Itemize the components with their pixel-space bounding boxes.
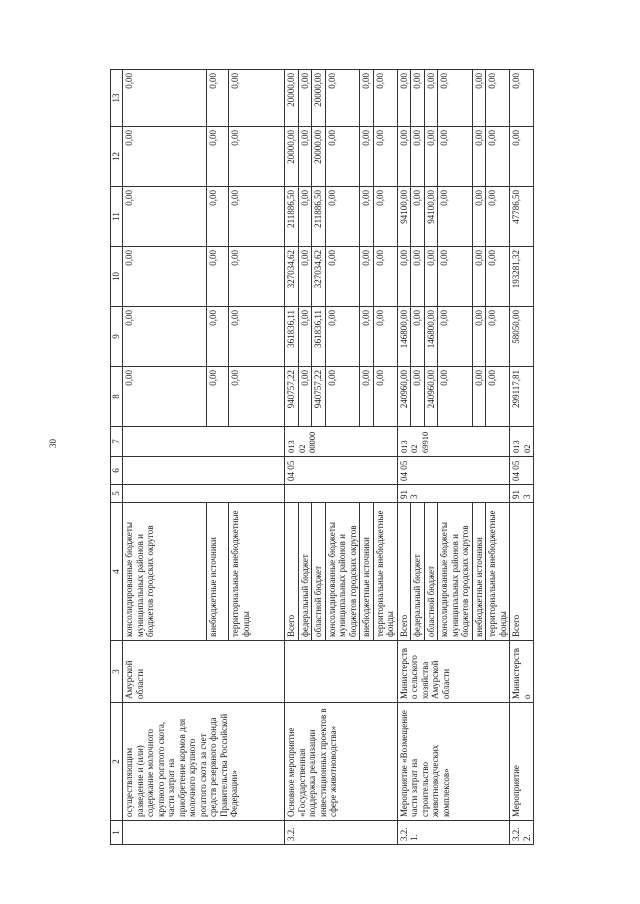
value-year: 0,00 (325, 187, 360, 247)
value-year: 0,00 (373, 187, 397, 247)
value-total: 0,00 (123, 367, 207, 427)
header-cell: 9 (111, 307, 123, 367)
header-cell: 3 (111, 641, 123, 703)
activity-name: Мероприятие «Возмещение части затрат на строительство животноводческих комплексов» (397, 703, 510, 821)
value-year: 0,00 (373, 70, 397, 127)
value-total: 0,00 (229, 367, 285, 427)
funding-source: территориальные внебюджетные фонды (229, 503, 285, 641)
value-year: 0,00 (373, 127, 397, 187)
value-year: 0,00 (486, 187, 510, 247)
value-year: 0,00 (373, 307, 397, 367)
header-cell: 10 (111, 247, 123, 307)
value-year: 0,00 (207, 70, 229, 127)
value-year: 0,00 (411, 70, 425, 127)
value-year: 47786,50 (510, 187, 534, 247)
value-total: 240960,00 (424, 367, 438, 427)
value-year: 193281,32 (510, 247, 534, 307)
value-year: 0,00 (472, 127, 486, 187)
funding-source: консолидированные бюджеты муниципальных районов и бюджетов городских округов (123, 503, 207, 641)
executor: Министерство сельского хозяйства Амурской области (397, 641, 510, 703)
value-year: 20000,00 (312, 127, 326, 187)
executor: Министерство (510, 641, 534, 703)
budget-table (110, 69, 534, 845)
value-total: 940757,22 (312, 367, 326, 427)
code-csr: 013 02 (510, 427, 534, 457)
value-year: 0,00 (229, 187, 285, 247)
funding-source: Всего (397, 503, 411, 641)
value-year: 0,00 (373, 247, 397, 307)
code-grbs (123, 485, 285, 503)
funding-source: Всего (510, 503, 534, 641)
value-year: 0,00 (438, 307, 473, 367)
value-year: 0,00 (325, 127, 360, 187)
value-year: 0,00 (298, 70, 312, 127)
value-year: 0,00 (207, 187, 229, 247)
value-year: 0,00 (360, 187, 374, 247)
value-year: 0,00 (229, 307, 285, 367)
value-year: 0,00 (397, 70, 411, 127)
value-year: 146800,00 (397, 307, 411, 367)
value-year: 0,00 (472, 247, 486, 307)
value-year: 0,00 (123, 187, 207, 247)
funding-source: федеральный бюджет (411, 503, 425, 641)
value-year: 0,00 (424, 127, 438, 187)
value-year: 0,00 (123, 307, 207, 367)
value-year: 0,00 (510, 70, 534, 127)
executor (285, 641, 398, 703)
value-year: 94100,00 (397, 187, 411, 247)
header-cell: 8 (111, 367, 123, 427)
value-year: 0,00 (472, 187, 486, 247)
value-year: 327034,62 (285, 247, 299, 307)
value-year: 0,00 (360, 127, 374, 187)
funding-source: консолидированные бюджеты муниципальных районов и бюджетов городских округов (325, 503, 360, 641)
value-year: 20000,00 (285, 70, 299, 127)
header-cell: 1 (111, 821, 123, 845)
value-total: 0,00 (486, 367, 510, 427)
table-row (397, 70, 411, 845)
funding-source: областной бюджет (424, 503, 438, 641)
header-cell: 5 (111, 485, 123, 503)
value-year: 0,00 (298, 307, 312, 367)
page-number: 30 (48, 439, 58, 448)
value-year: 0,00 (229, 127, 285, 187)
value-total: 0,00 (438, 367, 473, 427)
value-year: 0,00 (486, 307, 510, 367)
activity-name: осуществляющим разведение и (или) содержание молочного крупного рогатого скота, части затрат на приобретение кормов для молочного крупного рогатого скота за счет средств резервного фонда Правительства Российской Федерации» (123, 703, 285, 821)
funding-source: территориальные внебюджетные фонды (486, 503, 510, 641)
row-number: 3.2. (285, 821, 398, 845)
value-year: 0,00 (325, 307, 360, 367)
code-grbs: 913 (510, 485, 534, 503)
executor: Амурской области (123, 641, 285, 703)
value-year: 0,00 (472, 70, 486, 127)
value-year: 20000,00 (285, 127, 299, 187)
code-rzpr: 04 05 (285, 457, 398, 485)
value-total: 0,00 (207, 367, 229, 427)
value-year: 0,00 (207, 127, 229, 187)
value-total: 0,00 (472, 367, 486, 427)
row-number: 3.2.1. (397, 821, 510, 845)
value-year: 20000,00 (312, 70, 326, 127)
code-rzpr: 04 05 (397, 457, 510, 485)
header-cell: 7 (111, 427, 123, 457)
value-total: 240960,00 (397, 367, 411, 427)
header-cell: 12 (111, 127, 123, 187)
value-year: 0,00 (207, 247, 229, 307)
header-cell: 2 (111, 703, 123, 821)
value-year: 0,00 (298, 247, 312, 307)
code-csr: 013 02 00000 (285, 427, 398, 457)
row-number: 3.2.2. (510, 821, 534, 845)
value-year: 0,00 (424, 247, 438, 307)
value-total: 0,00 (411, 367, 425, 427)
code-grbs: 913 (397, 485, 510, 503)
value-year: 146800,00 (424, 307, 438, 367)
funding-source: федеральный бюджет (298, 503, 312, 641)
value-year: 0,00 (325, 70, 360, 127)
funding-source: территориальные внебюджетные фонды (373, 503, 397, 641)
value-total: 940757,22 (285, 367, 299, 427)
activity-name: Мероприятие (510, 703, 534, 821)
code-csr (123, 427, 285, 457)
value-year: 58050,00 (510, 307, 534, 367)
value-year: 0,00 (510, 127, 534, 187)
value-year: 327034,62 (312, 247, 326, 307)
funding-source: Всего (285, 503, 299, 641)
value-year: 0,00 (411, 247, 425, 307)
value-total: 0,00 (360, 367, 374, 427)
value-year: 0,00 (360, 70, 374, 127)
header-cell: 13 (111, 70, 123, 127)
header-cell: 6 (111, 457, 123, 485)
value-year: 361836,11 (285, 307, 299, 367)
header-row (111, 70, 123, 845)
code-grbs (285, 485, 398, 503)
value-year: 0,00 (123, 127, 207, 187)
value-year: 0,00 (411, 307, 425, 367)
rotated-page (110, 70, 595, 845)
value-year: 211886,50 (312, 187, 326, 247)
table-row (510, 70, 534, 845)
header-cell: 4 (111, 503, 123, 641)
value-year: 0,00 (229, 247, 285, 307)
value-total: 0,00 (298, 367, 312, 427)
funding-source: внебюджетные источники (207, 503, 229, 641)
value-year: 0,00 (424, 70, 438, 127)
value-year: 0,00 (472, 307, 486, 367)
value-year: 211886,50 (285, 187, 299, 247)
table-row (123, 70, 207, 845)
funding-source: внебюджетные источники (360, 503, 374, 641)
value-year: 0,00 (438, 127, 473, 187)
value-year: 0,00 (438, 70, 473, 127)
value-year: 94100,00 (424, 187, 438, 247)
value-year: 0,00 (325, 247, 360, 307)
value-total: 0,00 (325, 367, 360, 427)
value-total: 299117,81 (510, 367, 534, 427)
value-total: 0,00 (373, 367, 397, 427)
code-rzpr: 04 05 (510, 457, 534, 485)
activity-name: Основное мероприятие «Государственная поддержка реализации инвестиционных проектов в сфере животноводства» (285, 703, 398, 821)
value-year: 0,00 (360, 307, 374, 367)
code-rzpr (123, 457, 285, 485)
value-year: 0,00 (411, 127, 425, 187)
value-year: 0,00 (360, 247, 374, 307)
value-year: 0,00 (486, 127, 510, 187)
value-year: 0,00 (411, 187, 425, 247)
value-year: 0,00 (397, 127, 411, 187)
table-row (285, 70, 299, 845)
value-year: 0,00 (207, 307, 229, 367)
value-year: 0,00 (397, 247, 411, 307)
value-year: 0,00 (298, 127, 312, 187)
funding-source: внебюджетные источники (472, 503, 486, 641)
value-year: 0,00 (123, 247, 207, 307)
funding-source: консолидированные бюджеты муниципальных районов и бюджетов городских округов (438, 503, 473, 641)
header-cell: 11 (111, 187, 123, 247)
value-year: 0,00 (123, 70, 207, 127)
value-year: 0,00 (486, 70, 510, 127)
code-csr: 013 02 69910 (397, 427, 510, 457)
value-year: 0,00 (438, 247, 473, 307)
value-year: 0,00 (486, 247, 510, 307)
value-year: 0,00 (298, 187, 312, 247)
value-year: 0,00 (229, 70, 285, 127)
value-year: 361836,11 (312, 307, 326, 367)
value-year: 0,00 (438, 187, 473, 247)
funding-source: областной бюджет (312, 503, 326, 641)
row-number (123, 821, 285, 845)
